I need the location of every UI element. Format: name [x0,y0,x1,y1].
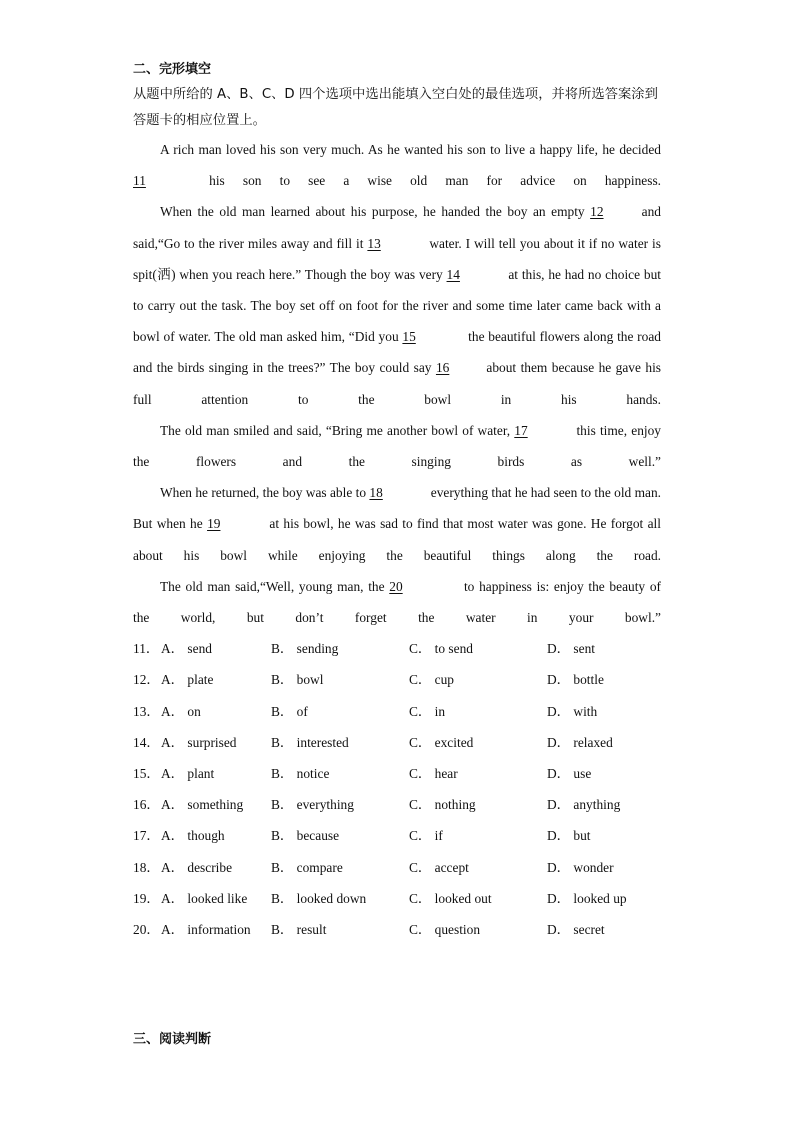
option-a: A． though [161,828,225,844]
question-number: 20． [133,921,160,937]
option-b: B． notice [271,766,330,781]
option-a: A． plate [161,672,214,688]
option-d: D． secret [547,921,605,937]
blank-11: 11 [133,173,146,189]
option-c: C． cup [409,672,455,688]
option-row [133,758,661,789]
passage-paragraph-5: The old man said,“Well, young man, the 20 to happiness is: enjoy the beauty of the world, but don’t forget the water in your bowl.” [133,571,661,633]
options-list [133,633,661,945]
option-a: A． send [161,641,212,657]
option-a: A． something [161,797,244,813]
option-row [133,852,661,883]
option-b: B． result [271,921,327,937]
option-a: A． plant [161,766,215,781]
question-number: 19． [133,890,160,906]
section-instruction: 从题中所给的 A、B、C、D 四个选项中选出能填入空白处的最佳选项，并将所选答案涂到答题卡的相应位置上。 [133,87,658,128]
passage-paragraph-2: When the old man learned about his purpose, he handed the boy an empty 12 and said,“Go to the river miles away and fill it 13 water. I will tell you about it if no water is spit(洒) when you reach here.” Though the boy was very 14 at this, he had no choice but to carry out the task. The boy set off on foot for the river and some time later came back with a bowl of water. The old man asked him, “Did you 15 the beautiful flowers along the road and the birds singing in the trees?” The boy could say 16 about them because he gave his full attention to the bowl in his hands. [133,196,661,414]
option-d: D． looked up [547,890,627,906]
option-b: B． interested [271,734,349,750]
blank-15: 15 [402,329,416,345]
blank-20: 20 [389,578,403,594]
option-a: A． information [161,921,251,937]
option-c: C． nothing [409,797,476,813]
question-number: 16． [133,797,160,813]
option-a: A． on [161,703,201,719]
option-c: C． if [409,828,443,844]
blank-17: 17 [514,422,528,438]
option-row [133,914,661,945]
option-a: A． surprised [161,734,237,750]
blank-18: 18 [369,485,383,501]
option-row [133,664,661,695]
option-row [133,883,661,914]
option-c: C． looked out [409,890,492,906]
option-b: B． bowl [271,672,324,688]
question-number: 15． [133,766,160,781]
option-d: D． sent [547,641,595,657]
blank-13: 13 [367,235,381,251]
question-number: 18． [133,859,160,875]
option-b: B． of [271,703,308,719]
question-number: 14． [133,734,160,750]
section-heading-reading: 三、阅读判断 [133,1032,212,1047]
option-a: A． describe [161,859,233,875]
option-row [133,633,661,664]
option-d: D． with [547,703,598,719]
question-number: 11． [133,641,160,657]
option-a: A． looked like [161,890,248,906]
question-number: 13． [133,703,160,719]
option-d: D． anything [547,797,621,813]
option-d: D． wonder [547,859,614,875]
option-d: D． relaxed [547,734,613,750]
option-row [133,820,661,851]
option-c: C． question [409,921,481,937]
question-number: 12． [133,672,160,688]
option-d: D． bottle [547,672,604,688]
passage-paragraph-1: A rich man loved his son very much. As he wanted his son to live a happy life, he decided 11 his son to see a wise old man for advice on happiness. [133,134,661,196]
document-page [133,58,661,945]
option-b: B． sending [271,641,339,657]
blank-19: 19 [207,516,221,532]
option-c: C． hear [409,766,458,781]
passage-paragraph-3: The old man smiled and said, “Bring me another bowl of water, 17 this time, enjoy the flowers and the singing birds as well.” [133,415,661,477]
option-b: B． because [271,828,340,844]
option-b: B． looked down [271,890,367,906]
option-d: D． use [547,766,592,781]
question-number: 17． [133,828,160,844]
option-b: B． compare [271,859,343,875]
option-row [133,727,661,758]
option-c: C． accept [409,859,469,875]
option-c: C． in [409,703,446,719]
passage-paragraph-4: When he returned, the boy was able to 18 everything that he had seen to the old man. But when he 19 at his bowl, he was sad to find that most water was gone. He forgot all about his bowl while enjoying the beautiful things along the road. [133,477,661,571]
option-d: D． but [547,828,591,844]
section-heading-cloze: 二、完形填空 [133,62,212,77]
option-row [133,789,661,820]
option-c: C． to send [409,641,473,657]
blank-16: 16 [435,360,450,376]
option-b: B． everything [271,797,354,813]
blank-12: 12 [590,204,604,220]
blank-14: 14 [446,266,460,282]
option-c: C． excited [409,734,474,750]
option-row [133,696,661,727]
